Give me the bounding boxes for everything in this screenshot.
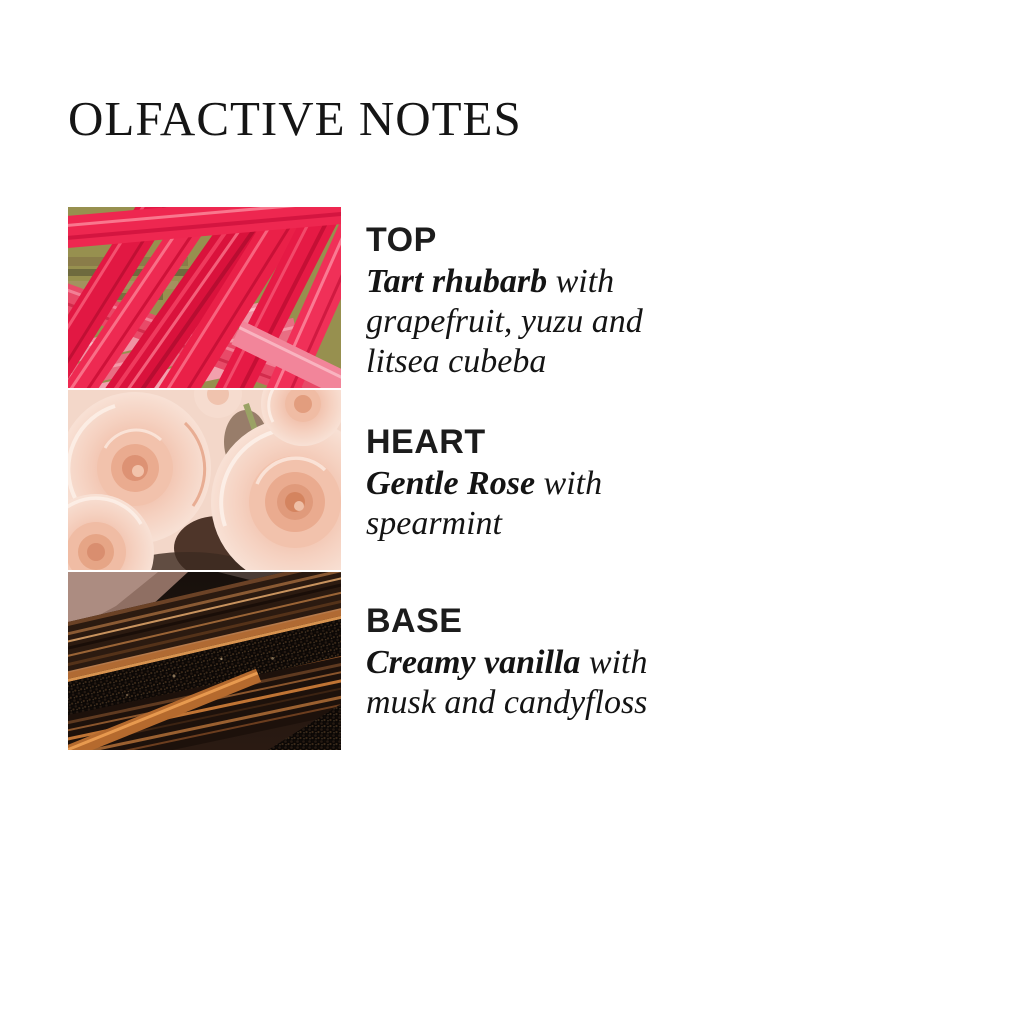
top-note-rest: with grapefruit, yuzu and litsea cubeba [366, 263, 643, 380]
heart-note-rest: with spearmint [366, 465, 603, 542]
heart-note-highlight: Gentle Rose [366, 465, 536, 502]
top-note-description [366, 262, 698, 382]
heart-note-description [366, 464, 698, 544]
base-note-vanilla-photo [68, 572, 341, 750]
heart-note-roses-photo [68, 390, 341, 570]
base-note-highlight: Creamy vanilla [366, 644, 581, 681]
top-note-section [366, 221, 698, 382]
top-note-highlight: Tart rhubarb [366, 263, 548, 300]
note-photo-column [68, 207, 341, 752]
heart-note-label: HEART [366, 423, 486, 461]
top-note-rhubarb-photo [68, 207, 341, 388]
page-title: OLFACTIVE NOTES [68, 90, 522, 146]
base-note-rest: with musk and candyfloss [366, 644, 648, 721]
base-note-label: BASE [366, 602, 463, 640]
base-note-section [366, 602, 698, 723]
heart-note-section [366, 423, 698, 544]
base-note-description [366, 643, 698, 723]
top-note-label: TOP [366, 221, 437, 259]
